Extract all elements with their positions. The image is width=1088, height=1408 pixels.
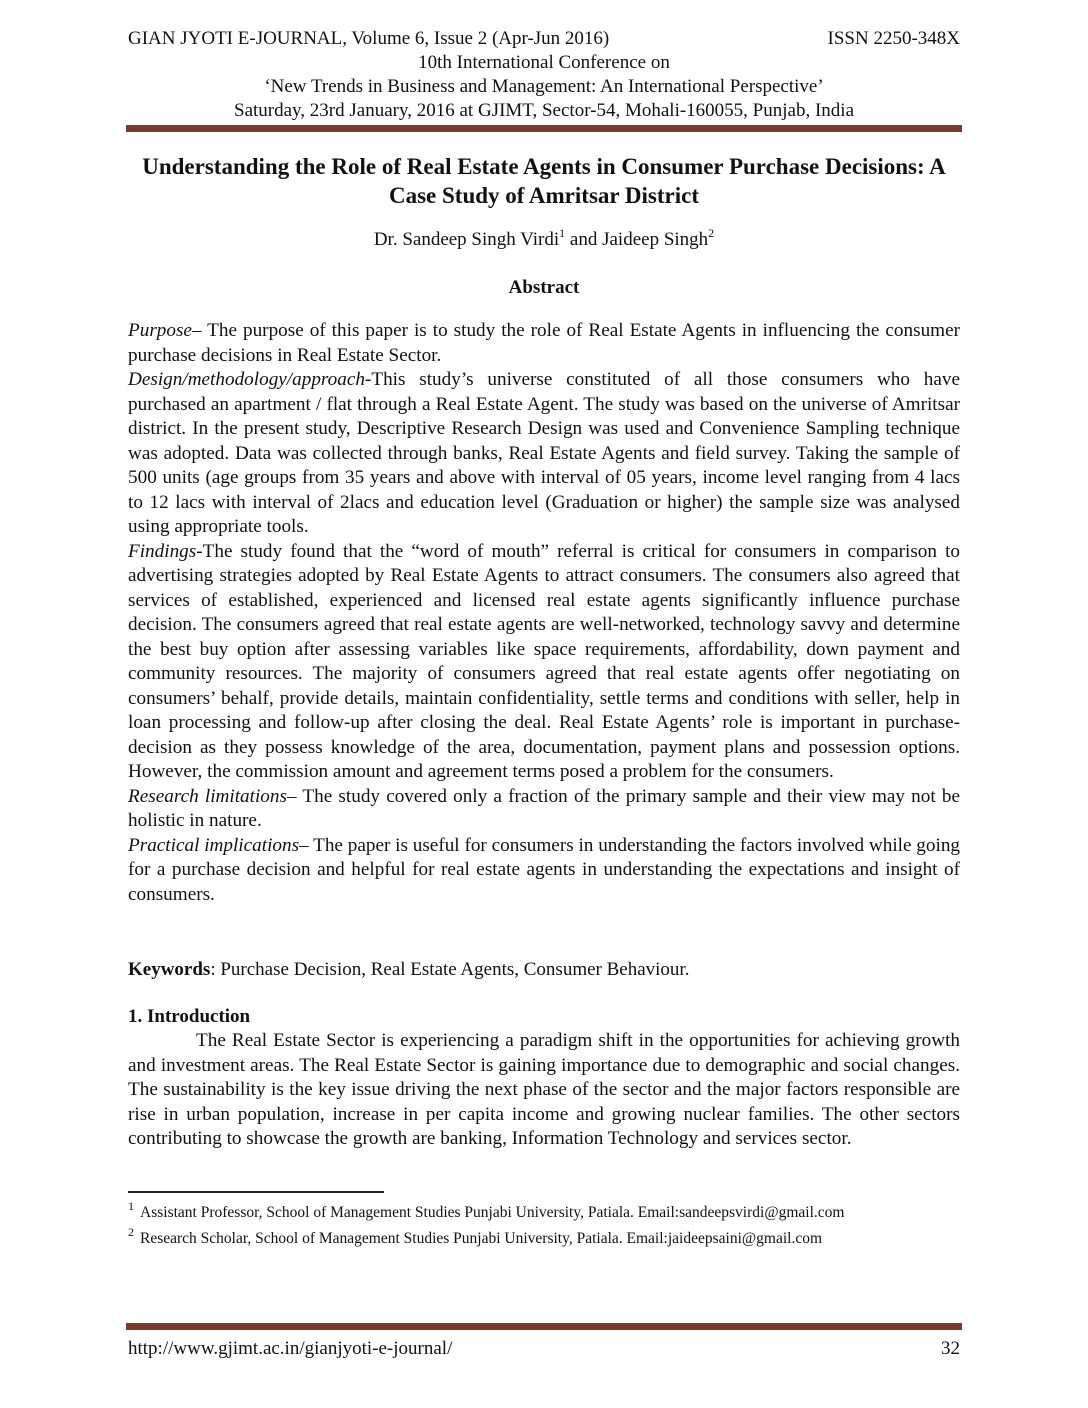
footnote-mark: 2 bbox=[128, 1225, 134, 1239]
journal-url[interactable]: http://www.gjimt.ac.in/gianjyoti-e-journal/ bbox=[128, 1338, 453, 1359]
section-text: – The paper is useful for consumers in understanding the factors involved while going for a purchase decision and helpful for real estate agents in understanding the expectations and insight of consumers. bbox=[128, 834, 961, 905]
section-text: -The study found that the “word of mouth” referral is critical for consumers in comparison to advertising strategies adopted by Real Estate Agents to attract consumers. The consumers also agreed that services of established, experienced and licensed real estate agents significantly influence purchase decision. The consumers agreed that real estate agents are well-networked, technology savvy and determine the best buy option after assessing variables like space requirements, affordability, down payment and community resources. The majority of consumers agreed that real estate agents offer negotiating on consumers’ behalf, provide details, maintain confidentiality, settle terms and conditions with seller, help in loan processing and follow-up after closing the deal. Real Estate Agents’ role is important in purchase-decision as they possess knowledge of the area, documentation, payment plans and possession options. However, the commission amount and agreement terms posed a problem for the consumers. bbox=[128, 540, 960, 782]
abstract-heading: Abstract bbox=[508, 277, 580, 298]
abstract-limitations bbox=[128, 785, 960, 834]
author-name: Jaideep Singh bbox=[602, 229, 709, 250]
footnote-text: Assistant Professor, School of Management Studies Punjabi University, Patiala. Email:sandeepsvirdi@gmail.com bbox=[140, 1204, 845, 1221]
abstract-implications bbox=[128, 834, 960, 908]
footnote-text: Research Scholar, School of Management Studies Punjabi University, Patiala. Email:jaideepsaini@gmail.com bbox=[140, 1230, 823, 1247]
running-header bbox=[128, 27, 960, 51]
section-text: – The purpose of this paper is to study the role of Real Estate Agents in influencing the consumer purchase decisions in Real Estate Sector. bbox=[128, 320, 960, 366]
footer-rule bbox=[126, 1323, 962, 1330]
author-line bbox=[128, 228, 960, 252]
abstract-design bbox=[128, 368, 960, 540]
keywords bbox=[128, 958, 960, 982]
introduction-body: The Real Estate Sector is experiencing a paradigm shift in the opportunities for achieving growth and investment areas. The Real Estate Sector is gaining importance due to demographic and social changes. The sustainability is the key issue driving the next phase of the sector and the major factors responsible are rise in urban population, increase in per capita income and growing nuclear families. The other sectors contributing to showcase the growth are banking, Information Technology and services sector. bbox=[128, 1030, 960, 1149]
section-label: Design/methodology/approach bbox=[128, 369, 365, 390]
abstract-body bbox=[128, 319, 960, 907]
page-number: 32 bbox=[941, 1338, 960, 1359]
section-label: Research limitations bbox=[128, 785, 287, 807]
keywords-label: Keywords bbox=[128, 959, 211, 980]
footnote-mark: 1 bbox=[128, 1199, 134, 1213]
paper-title: Understanding the Role of Real Estate Agents in Consumer Purchase Decisions: A Case Study of Amritsar District bbox=[142, 154, 946, 208]
author-separator: and bbox=[565, 229, 603, 250]
footnote-separator bbox=[128, 1191, 384, 1193]
author-name: Dr. Sandeep Singh Virdi bbox=[373, 229, 560, 250]
header-rule bbox=[126, 125, 962, 132]
section-text: -This study’s universe constituted of all those consumers who have purchased an apartment / flat through a Real Estate Agent. The study was based on the universe of Amritsar district. In the present study, Descriptive Research Design was used and Convenience Sampling technique was adopted. Data was collected through banks, Real Estate Agents and field survey. Taking the sample of 500 units (age groups from 35 years and above with interval of 05 years, income level ranging from 4 lacs to 12 lacs with interval of 2lacs and education level (Graduation or higher) the sample size was analysed using appropriate tools. bbox=[128, 369, 960, 537]
keywords-text: : Purchase Decision, Real Estate Agents, Consumer Behaviour. bbox=[210, 959, 690, 980]
footnote bbox=[128, 1199, 968, 1223]
footnote-marker: 1 bbox=[559, 226, 566, 240]
conference-line: 10th International Conference on bbox=[418, 52, 670, 73]
conference-theme: ‘New Trends in Business and Management: An International Perspective’ bbox=[264, 76, 824, 97]
footnote-marker: 2 bbox=[708, 226, 715, 240]
section-label: Findings bbox=[128, 540, 197, 562]
section-label: Practical implications bbox=[128, 834, 300, 856]
issn: ISSN 2250-348X bbox=[827, 28, 960, 49]
introduction-heading: 1. Introduction bbox=[128, 1006, 251, 1027]
page-footer bbox=[128, 1337, 960, 1361]
abstract-purpose bbox=[128, 319, 960, 368]
abstract-findings bbox=[128, 540, 960, 785]
section-label: Purpose bbox=[128, 320, 192, 341]
footnote bbox=[128, 1225, 968, 1249]
section-text: – The study covered only a fraction of the primary sample and their view may not be holistic in nature. bbox=[128, 785, 960, 831]
journal-info: GIAN JYOTI E-JOURNAL, Volume 6, Issue 2 (Apr-Jun 2016) bbox=[128, 28, 610, 49]
conference-venue: Saturday, 23rd January, 2016 at GJIMT, Sector-54, Mohali-160055, Punjab, India bbox=[234, 100, 854, 121]
